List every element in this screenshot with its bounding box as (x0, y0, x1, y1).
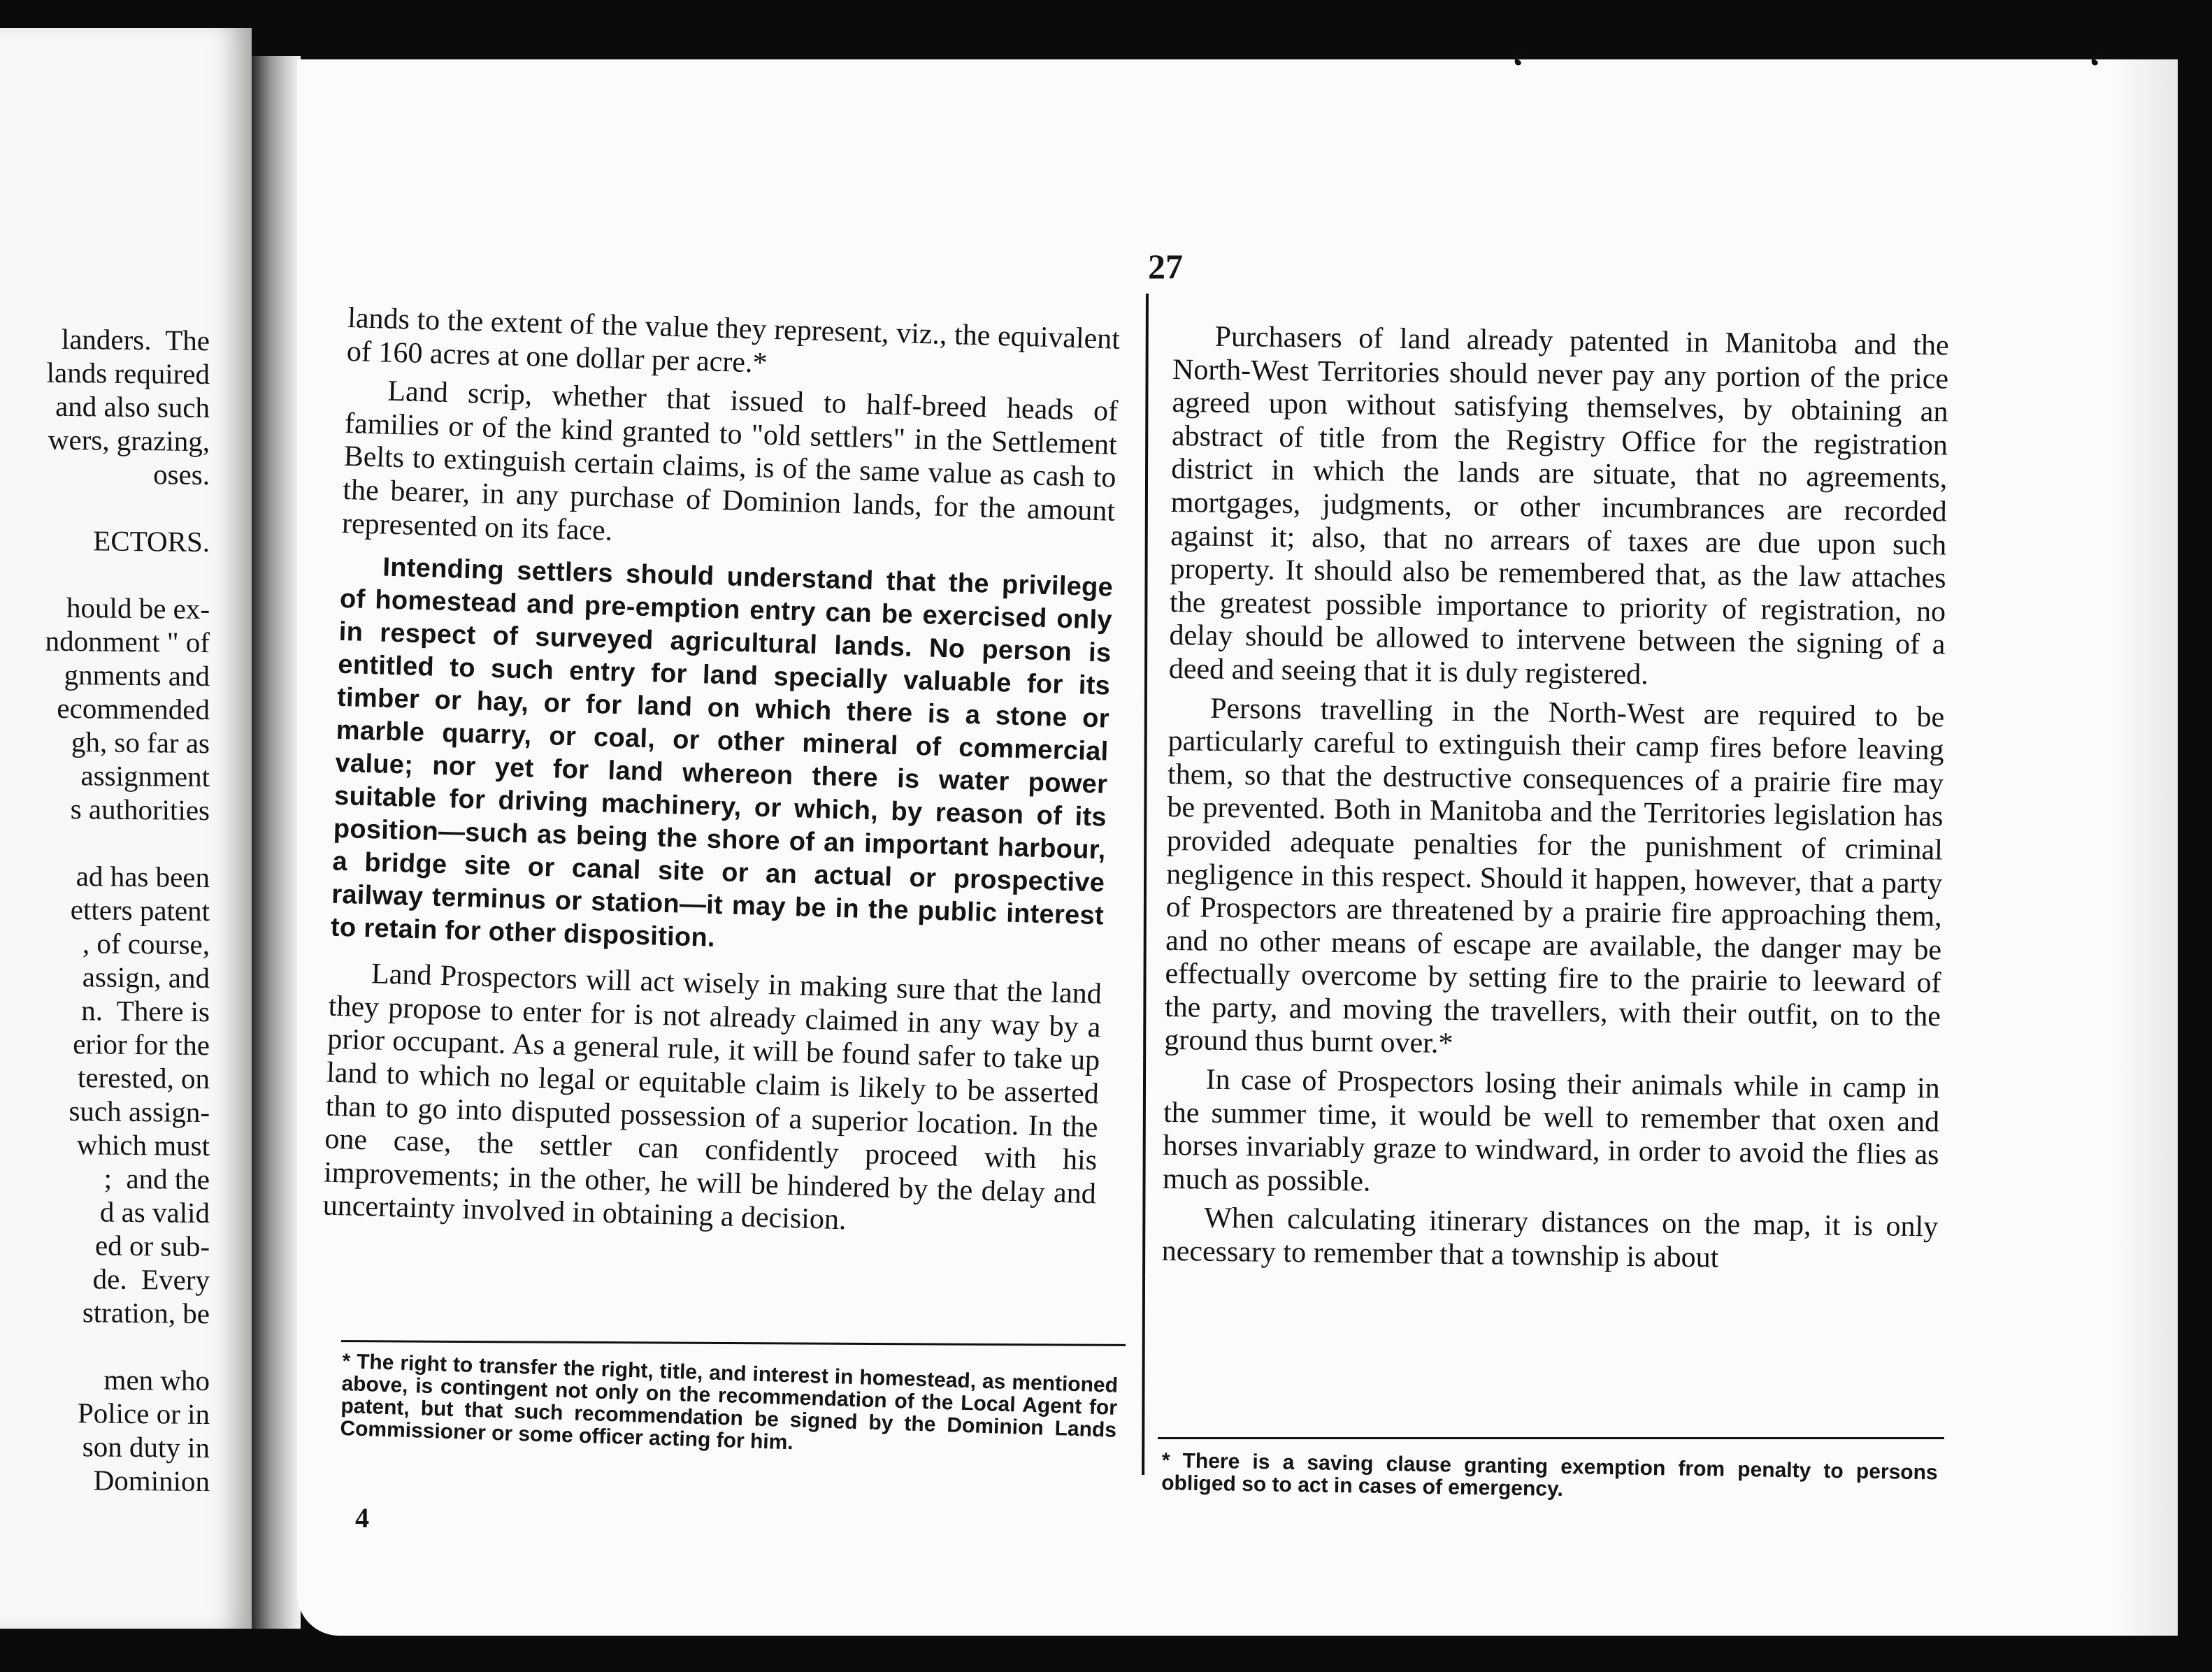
paragraph: Land scrip, whether that issued to half-breed heads of families or of the kind granted to "old settlers" in the Settlement Belts to extinguish certain claims, is of the same value as cash to the bearer, in any purchase of Dominion lands, for the amount represented on its face. (341, 375, 1119, 547)
left-page-line: ad has been (76, 860, 210, 894)
left-page-line: s authorities (70, 793, 210, 827)
left-page-line: d as valid (99, 1195, 210, 1230)
left-page-line: ecommended (57, 691, 210, 726)
left-page-line: which must (69, 1128, 210, 1162)
left-page-line: Police or in (77, 1397, 210, 1431)
page-edge-shadow (2115, 59, 2178, 1636)
footnote-rule (1158, 1437, 1944, 1439)
scan-speck: ‘ (2087, 43, 2104, 96)
left-page-line: son duty in (82, 1430, 210, 1464)
paragraph-bold: Intending settlers should understand that the privilege of homestead and pre-emption entry can be exercised only in respect of surveyed agricultural lands. No person is entitled to such entry for land specially valuable for its timber or hay, or for land on which there is a stone or marble quarry, or coal, or other mineral of commercial value; nor yet for land whereon there is water power suitable for driving machinery, or which, by reason of its position—such as being the shore of an important harbour, a bridge site or canal site or an actual or prospective railway terminus or station—it may be in the public interest to retain for other disposition. (330, 552, 1114, 953)
left-page-line: assignment (73, 759, 210, 793)
left-page-line: erior for the (73, 1028, 210, 1062)
paragraph: lands to the extent of the value they represent, viz., the equivalent of 160 acres at one dollar per acre.* (346, 302, 1121, 380)
left-page-line: hould be ex- (66, 591, 210, 626)
left-page-line: wers, grazing, (48, 423, 210, 458)
footnote-right: * There is a saving clause granting exemption from penalty to persons obliged so to act in cases of emergency. (1161, 1449, 1938, 1501)
footnote-left: * The right to transfer the right, title, and interest in homestead, as mentioned above, is contingent not only on the recommendation of the Local Agent for patent, but that such recommendation be signed by the Dominion Lands Commissioner or some officer acting for him. (339, 1350, 1119, 1455)
left-page-line: oses. (153, 458, 210, 491)
left-page-line: lands required (46, 356, 210, 391)
left-page-line: terested, on (78, 1061, 210, 1095)
scan-speck: ‘ (1510, 43, 1527, 96)
left-page-text (0, 322, 210, 1498)
left-page-line: , of course, (82, 927, 210, 961)
left-page-line: de. Every (92, 1262, 210, 1297)
left-page-line (0, 1328, 210, 1364)
left-page-line: ; and the (103, 1162, 210, 1196)
left-page (0, 28, 252, 1629)
left-page-line: etters patent (70, 893, 210, 928)
signature-mark: 4 (355, 1502, 369, 1534)
left-page-line (0, 556, 210, 592)
paragraph: In case of Prospectors losing their animals while in camp in the summer time, it would be well to remember that oxen and horses invariably graze to windward, in order to avoid the flies as much as possible. (1162, 1063, 1940, 1198)
left-page-line: gnments and (64, 658, 210, 693)
left-page-line: and also such (55, 389, 210, 424)
left-page-line: men who (96, 1363, 210, 1397)
left-page-line: such assign- (69, 1095, 210, 1129)
left-page-line: ECTORS. (93, 524, 210, 558)
paragraph: Persons travelling in the North-West are required to be particularly careful to extinguish their camp fires before leaving them, so that the destructive consequences of a prairie fire may be prevented. Both in Manitoba and the Territories legislation has provided adequate penalties for the punishment of criminal negligence in this respect. Should it happen, however, that a party of Prospectors are threatened by a prairie fire approaching them, and no other means of escape are available, the danger may be effectually overcome by setting fire to the prairie to leeward of the party, and moving the travellers, with their outfit, on to the ground thus burnt over.* (1164, 692, 1945, 1060)
left-page-line: gh, so far as (71, 726, 210, 760)
left-page-line: n. There is (81, 994, 210, 1028)
left-page-line: ndonment " of (45, 624, 210, 659)
left-column (322, 302, 1121, 1250)
paragraph: Purchasers of land already patented in Manitoba and the North-West Territories should never pay any portion of the price agreed upon without satisfying themselves, by obtaining an abstract of title from the Registry Office for the registration district in which the lands are situate, that no agreements, mortgages, judgments, or other incumbrances are recorded against it; also, that no arrears of taxes are due upon such property. It should also be remembered that, as the law attaches the greatest possible importance to priority of registration, no delay should be allowed to intervene between the signing of a deed and seeing that it is duly registered. (1168, 320, 1949, 691)
left-page-line (0, 825, 210, 860)
left-page-line (0, 489, 210, 525)
paragraph: Land Prospectors will act wisely in making sure that the land they propose to enter for is not already claimed in any way by a prior occupant. As a general rule, it will be found safer to take up land to which no legal or equitable claim is likely to be asserted than to go into disputed possession of a superior location. In the one case, the settler can confidently proceed with his improvements; in the other, he will be hindered by the delay and uncertainty involved in obtaining a decision. (322, 958, 1103, 1237)
page-number: 27 (1148, 247, 1183, 286)
left-page-line: landers. The (61, 322, 210, 357)
left-page-line: stration, be (82, 1296, 210, 1330)
paragraph: When calculating itinerary distances on the map, it is only necessary to remember that a township is about (1161, 1202, 1939, 1274)
right-column (1161, 320, 1949, 1283)
left-page-line: assign, and (75, 960, 210, 995)
left-page-line: ed or sub- (95, 1229, 210, 1263)
left-page-line: Dominion (86, 1464, 210, 1498)
book-gutter (252, 56, 301, 1629)
